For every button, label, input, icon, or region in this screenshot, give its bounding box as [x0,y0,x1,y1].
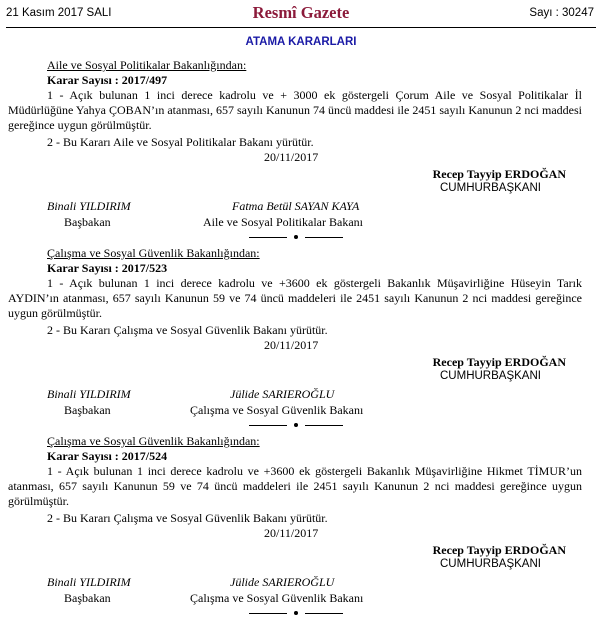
gazette-title: Resmî Gazete [252,3,350,22]
decision-date: 20/11/2017 [264,526,319,540]
minister-title: Çalışma ve Sosyal Güvenlik Bakanı [190,591,364,605]
section-divider [249,420,343,430]
president-name: Recep Tayyip ERDOĞAN [432,355,566,369]
issue-date: 21 Kasım 2017 SALI [6,7,112,19]
decision-clause-2: 2 - Bu Kararı Çalışma ve Sosyal Güvenlik Bakanı yürütür. [47,323,328,337]
minister-title: Çalışma ve Sosyal Güvenlik Bakanı [190,403,364,417]
decision-clause-1: 1 - Açık bulunan 1 inci derece kadrolu ve +3600 ek göstergeli Bakanlık Müşavirliğine Hikmet TİMUR’un atanması, 657 sayılı Kanunun 59 ve 74 üncü maddeleri ile 2451 sayılı Kanunun 2 nci maddesi gereğince uygun görülmüştür. [8,464,582,508]
minister-name: Jülide SARIEROĞLU [230,387,335,401]
president-name: Recep Tayyip ERDOĞAN [432,543,566,557]
gazette-header [6,3,596,28]
minister-title: Aile ve Sosyal Politikalar Bakanı [203,215,363,229]
decision-number: Karar Sayısı : 2017/523 [47,261,168,275]
president-title: CUMHURBAŞKANI [440,558,541,570]
pm-title: Başbakan [64,215,111,229]
minister-name: Fatma Betül SAYAN KAYA [232,199,360,213]
decision-number: Karar Sayısı : 2017/497 [47,73,168,87]
decision-clause-1: 1 - Açık bulunan 1 inci derece kadrolu ve + 3000 ek göstergeli Çorum Aile ve Sosyal Politikalar İl Müdürlüğüne Yahya ÇOBAN’ın atanması, 657 sayılı Kanunun 74 üncü maddesi ile 2451 sayılı Kanunun 2 nci maddesi gereğince uygun görülmüştür. [8,88,582,132]
pm-name: Binali YILDIRIM [47,387,131,401]
president-title: CUMHURBAŞKANI [440,182,541,194]
decision-clause-1: 1 - Açık bulunan 1 inci derece kadrolu ve +3600 ek göstergeli Bakanlık Müşavirliğine Hüseyin Tarık AYDIN’ın atanması, 657 sayılı Kanunun 59 ve 74 üncü maddeleri ile 2451 sayılı Kanunun 2 nci maddesi gereğince uygun görülmüştür. [8,276,582,320]
pm-title: Başbakan [64,591,111,605]
decision-number: Karar Sayısı : 2017/524 [47,449,168,463]
president-title: CUMHURBAŞKANI [440,370,541,382]
pm-name: Binali YILDIRIM [47,199,131,213]
ministry-heading: Çalışma ve Sosyal Güvenlik Bakanlığından: [47,434,260,448]
decision-date: 20/11/2017 [264,338,319,352]
pm-title: Başbakan [64,403,111,417]
pm-name: Binali YILDIRIM [47,575,131,589]
ministry-heading: Çalışma ve Sosyal Güvenlik Bakanlığından: [47,246,260,260]
section-divider [249,232,343,242]
decision-clause-2: 2 - Bu Kararı Aile ve Sosyal Politikalar Bakanı yürütür. [47,135,314,149]
decision-date: 20/11/2017 [264,150,319,164]
ministry-heading: Aile ve Sosyal Politikalar Bakanlığından: [47,58,247,72]
decision-clause-2: 2 - Bu Kararı Çalışma ve Sosyal Güvenlik Bakanı yürütür. [47,511,328,525]
president-name: Recep Tayyip ERDOĞAN [432,167,566,181]
section-title: ATAMA KARARLARI [245,36,357,48]
minister-name: Jülide SARIEROĞLU [230,575,335,589]
issue-number: Sayı : 30247 [529,7,594,19]
